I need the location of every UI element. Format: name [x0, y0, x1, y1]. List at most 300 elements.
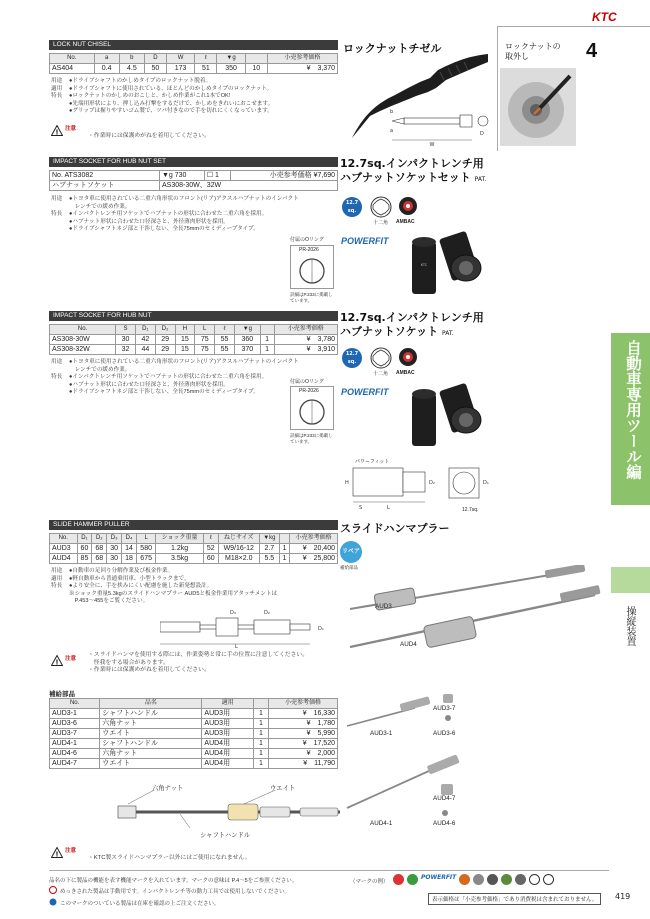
lock-chisel-row-cell: 0.4 [94, 64, 119, 74]
oring-number: PR-2026 [299, 247, 319, 253]
note-key: 適用 [51, 85, 63, 92]
parts-row-cell: 1 [254, 719, 269, 729]
parts-row-cell: 1 [254, 729, 269, 739]
hub-socket-header-cell: L [195, 325, 215, 335]
note-text: ●ドライブシャフトネジ部と干渉しない、全長75mmのセミディープタイプ。 [69, 226, 259, 233]
parts-row-cell: シャフトハンドル [100, 739, 202, 749]
oring-note: 詳細はP.233に掲載しています。 [290, 292, 333, 303]
parts-row-cell: 1 [254, 749, 269, 759]
note-text: ●ドライブシャフトに使用されている、ほとんどのかしめタイプのロックナット。 [69, 85, 273, 92]
hub-nut-socket-notes [51, 359, 299, 397]
mark-icon-8 [529, 874, 540, 885]
slide-hammer-row-cell: 14 [122, 544, 137, 554]
note-text: ●ドライブシャフトのかしめタイプのロックナット脱着。 [69, 78, 212, 84]
note-line [51, 374, 299, 382]
slide-hammer-row-cell: 30 [107, 544, 122, 554]
slide-hammer-row-cell: 2.7 [259, 544, 279, 554]
aud3-label: AUD3 [375, 603, 392, 610]
set-item: ハブナットソケット [50, 181, 160, 191]
parts-row-cell: AUD4-6 [50, 749, 100, 759]
sq-dimension-label: 12.7sq. [462, 507, 479, 513]
hub-socket-row-cell: 29 [155, 335, 175, 345]
svg-text:b: b [390, 109, 394, 115]
lock-chisel-row-cell: 51 [195, 64, 217, 74]
aud4-6-label: AUD4-6 [433, 820, 456, 827]
lock-chisel-header-cell: ▼g [217, 54, 246, 64]
note-key: 用途 [51, 359, 63, 365]
slide-hammer-header-cell: No. [50, 534, 78, 544]
mark-icon-3 [459, 874, 470, 885]
slide-hammer-row-cell: 3.5kg [156, 554, 204, 564]
hub-socket-row-cell: AS308-32W [50, 345, 116, 355]
parts-header-cell: 小売参考価格 [268, 699, 337, 709]
slide-hammer-header-cell: ショック重量 [156, 534, 204, 544]
hub-socket-row-cell: 42 [135, 335, 155, 345]
page-number: 419 [615, 892, 631, 901]
note-line [51, 196, 299, 204]
note-line [51, 78, 273, 86]
caution-label-3: 注意 [65, 848, 77, 854]
slide-hammer-row-cell: AUD3 [50, 544, 78, 554]
slide-hammer-header-cell: L [136, 534, 155, 544]
parts-row [50, 729, 338, 739]
sq-badge: 12.7 sq. [342, 197, 362, 217]
mark-icon-6 [501, 874, 512, 885]
hub-nut-socket-image [400, 372, 500, 452]
lock-chisel-header-cell: b [119, 54, 144, 64]
hub-nut-set-table [49, 170, 338, 191]
slide-hammer-parts-diagram [110, 790, 340, 830]
oring-label-2: 付属のOリング [290, 379, 324, 385]
hub-socket-row-cell: 15 [175, 345, 195, 355]
mark-example-label: （マークの例） [350, 879, 389, 885]
twelve-point-label-2: 十二角 [373, 371, 389, 377]
mark-icon-9 [543, 874, 554, 885]
note-text: ●トヨタ車に使用されている二重六角形状のフロント(リア)アクスルハブナットのインパクト [69, 359, 299, 365]
slide-hammer-row-cell: ¥ 20,400 [290, 544, 338, 554]
mark-icon-4 [473, 874, 484, 885]
hub-socket-header-cell: D₂ [155, 325, 175, 335]
note-text: ●トヨタ車に使用されている二重六角形状のフロント(リア)アクスルハブナットのインパクト [69, 196, 299, 202]
note-text: レンチでの緩め作業。 [69, 203, 131, 210]
parts-row-cell: ¥ 2,000 [268, 749, 337, 759]
hub-socket-row-cell: 32 [116, 345, 136, 355]
side-tab-main-text: 自動車専用ツール編 [624, 340, 642, 480]
aud4-1-label: AUD4-1 [370, 820, 393, 827]
svg-text:D₁: D₁ [318, 626, 324, 632]
oring-number-2: PR-2026 [299, 388, 319, 394]
svg-text:!: ! [55, 128, 59, 136]
caution-label-2: 注意 [65, 656, 77, 662]
hub-nut-socket-bar: IMPACT SOCKET FOR HUB NUT [49, 311, 338, 321]
slide-hammer-notes [51, 568, 277, 606]
parts-header-cell [254, 699, 269, 709]
slide-hammer-header-cell: 小売参考価格 [290, 534, 338, 544]
aud3-1-label: AUD3-1 [370, 730, 393, 737]
note-text: ●ハブナット形状に合わせた口径深さと、外径薄肉形状を採用。 [69, 381, 229, 388]
slide-hammer-row-cell: 60 [203, 554, 218, 564]
note-text: ●インパクトレンチ用ソケットでハブナットの形状に合わせた二重六角を採用。 [69, 374, 268, 381]
footer-line-1: 品名の下に製品の機能を表す機能マークを入れています。マークの意味は P.4～5をご参照ください。 [49, 878, 298, 884]
note-key [51, 591, 69, 599]
set-number: No. ATS3082 [50, 171, 160, 181]
parts-row [50, 709, 338, 719]
note-text: ●グリップは握りやすいゴム製で、ツバ付きなので手を切れにくくなっています。 [69, 108, 273, 115]
caution-line: 怪我をする場合があります。 [88, 659, 169, 666]
slide-hammer-header-cell: ねじサイズ [218, 534, 259, 544]
diagram-handle-label: シャフトハンドル [200, 832, 251, 839]
lock-chisel-header-cell [245, 54, 267, 64]
hub-nut-socket-title: 12.7sq.インパクトレンチ用 ハブナットソケット PAT. [340, 311, 484, 338]
note-key: 適用 [51, 575, 63, 582]
ambac-label-2: AMBAC [396, 370, 415, 376]
note-line [51, 211, 299, 219]
hub-socket-row-cell: 360 [234, 335, 260, 345]
parts-title: 補給部品 [49, 690, 75, 698]
note-text: ●ハブナット形状に合わせた口径深さと、外径薄肉形状を採用。 [69, 218, 229, 225]
aud4-7-label: AUD4-7 [433, 795, 456, 802]
repair-sub-label: 補給部品 [340, 565, 358, 570]
note-key: 用途 [51, 78, 63, 84]
parts-row-cell: AUD3用 [202, 719, 254, 729]
note-key [51, 598, 69, 606]
hub-nut-set-bar: IMPACT SOCKET FOR HUB NUT SET [49, 157, 338, 167]
hub-socket-header-cell: No. [50, 325, 116, 335]
aud3-7-label: AUD3-7 [433, 705, 456, 712]
chisel-dimension-diagram [390, 105, 490, 147]
side-caption-1: ロックナットの 取外し [505, 42, 561, 61]
svg-text:S: S [359, 505, 363, 511]
lock-nut-chisel-bar: LOCK NUT CHISEL [49, 40, 338, 50]
caution-text-3: ・KTC製スライドハンマプラー以外にはご使用になれません。 [88, 855, 251, 861]
step-number-4: 4 [586, 40, 598, 62]
slide-hammer-row-cell: 675 [136, 554, 155, 564]
aud4-label: AUD4 [400, 641, 417, 648]
slide-hammer-title: スライドハンマプラー [340, 522, 450, 535]
svg-text:W: W [429, 142, 435, 147]
diagram-nut-label: 六角ナット [152, 785, 184, 792]
footer-line-2: めっきされた製品は手動用です。インパクトレンチ等の動力工具では使用しないでください。 [60, 889, 290, 895]
note-text: ●自動車の足回り分解作業及び板金作業。 [69, 568, 174, 574]
slide-hammer-row-cell: 18 [122, 554, 137, 564]
parts-row-cell: ¥ 11,790 [268, 759, 337, 769]
plating-mark-icon [49, 886, 57, 894]
parts-row-cell: 六角ナット [100, 749, 202, 759]
note-key [51, 108, 69, 116]
hub-socket-header-cell: H [175, 325, 195, 335]
parts-row-cell: ウエイト [100, 729, 202, 739]
slide-hammer-row-cell: 30 [107, 554, 122, 564]
aud4-nut-image [440, 808, 450, 818]
note-key [51, 382, 69, 390]
powerfit-mark-icon: POWERFIT [421, 874, 457, 881]
svg-text:D₁: D₁ [483, 480, 489, 486]
hub-socket-row-cell: 1 [260, 335, 274, 345]
parts-row-cell: シャフトハンドル [100, 709, 202, 719]
lock-chisel-header-cell: W [166, 54, 195, 64]
svg-text:L: L [387, 505, 390, 511]
svg-text:KTC: KTC [420, 263, 428, 267]
sq-badge-2: 12.7 sq. [342, 348, 362, 368]
parts-row-cell: AUD3用 [202, 729, 254, 739]
ambac-icon [398, 196, 418, 216]
note-key [51, 101, 69, 109]
lock-chisel-header-cell: No. [50, 54, 95, 64]
note-text: ●先端用形状により、押し込み打撃をするだけで、かしめをきれいにおこせます。 [69, 100, 274, 107]
hub-socket-row-cell: 370 [234, 345, 260, 355]
lock-nut-chisel-notes [51, 78, 273, 116]
parts-row-cell: AUD3-1 [50, 709, 100, 719]
parts-header-cell: 品名 [100, 699, 202, 709]
caution-text: ・作業時には保護めがねを着用してください。 [88, 133, 210, 139]
caution-line: ・作業時には保護めがねを着用してください。 [88, 667, 210, 673]
parts-row-cell: AUD3用 [202, 709, 254, 719]
lock-nut-chisel-table [49, 53, 338, 74]
hub-socket-row-cell: 55 [215, 345, 235, 355]
hub-socket-header-cell: ℓ [215, 325, 235, 335]
warning-icon-3 [51, 847, 63, 858]
note-key: 特長 [51, 583, 63, 590]
repair-badge: リペア [340, 541, 362, 563]
slide-hammer-header-cell: ▼kg [259, 534, 279, 544]
note-line [51, 389, 299, 397]
lock-chisel-header-cell: a [94, 54, 119, 64]
note-line [51, 226, 299, 234]
parts-row [50, 749, 338, 759]
parts-row-cell: ¥ 17,520 [268, 739, 337, 749]
aud4-parts-image [345, 750, 475, 810]
parts-row-cell: AUD4用 [202, 739, 254, 749]
slide-hammer-table [49, 533, 338, 564]
note-text: ●ロックナットのかしめのおこしと、かしめ作業がこれ1本でOK! [69, 93, 231, 100]
slide-hammer-row-cell: 1.2kg [156, 544, 204, 554]
slide-hammer-row-cell: AUD4 [50, 554, 78, 564]
hub-nut-set-title: 12.7sq.インパクトレンチ用 ハブナットソケットセット PAT. [340, 157, 487, 184]
hub-socket-header-cell: 小売参考価格 [274, 325, 338, 335]
parts-row-cell: AUD4-1 [50, 739, 100, 749]
note-line [51, 568, 277, 576]
lock-chisel-header-cell: 小売参考価格 [267, 54, 337, 64]
tax-note-box: 表示価格は「小売参考価格」であり消費税は含まれておりません。 [428, 893, 601, 905]
slide-hammer-row-cell: 68 [92, 554, 107, 564]
set-weight: ▼g 730 [160, 171, 205, 181]
slide-hammer-row-cell: 580 [136, 544, 155, 554]
svg-text:D₃: D₃ [230, 610, 236, 616]
lock-chisel-row-cell: 10 [245, 64, 267, 74]
slide-hammer-row-cell: M18×2.0 [218, 554, 259, 564]
lock-chisel-header-cell: D [144, 54, 166, 64]
svg-text:!: ! [55, 850, 59, 858]
ktc-logo: KTC [592, 10, 617, 24]
hub-socket-row-cell: 30 [116, 335, 136, 345]
parts-header-cell: No. [50, 699, 100, 709]
hub-socket-row-cell: AS308-30W [50, 335, 116, 345]
svg-text:D₂: D₂ [429, 480, 435, 486]
aud3-6-label: AUD3-6 [433, 730, 456, 737]
slide-hammer-header-cell: D₄ [122, 534, 137, 544]
slide-hammer-row-cell: 1 [279, 554, 289, 564]
ambac-icon-2 [398, 347, 418, 367]
svg-text:a: a [390, 128, 394, 134]
footer-rule [49, 870, 609, 871]
hub-socket-row-cell: ¥ 3,780 [274, 335, 338, 345]
note-key [51, 389, 69, 397]
set-item-sizes: AS308-30W、32W [160, 181, 338, 191]
note-key: 特長 [51, 211, 63, 218]
slide-hammer-header-cell: D₃ [107, 534, 122, 544]
slide-hammer-header-cell: ℓ [203, 534, 218, 544]
note-line [51, 359, 299, 367]
parts-row-cell: 1 [254, 709, 269, 719]
side-tab-marker [611, 567, 650, 593]
slide-hammer-header-cell: D₁ [77, 534, 92, 544]
oring-label: 付属のOリング [290, 237, 324, 243]
slide-hammer-row-cell: 60 [77, 544, 92, 554]
note-key: 用途 [51, 196, 63, 202]
note-text: ※ショック重量5.3kgのスライドハンマプラー AUD5と板金作業用アタッチメントは [69, 590, 278, 597]
slide-hammer-row-cell: 1 [279, 544, 289, 554]
hub-socket-row-cell: 44 [135, 345, 155, 355]
note-text: P.453～455をご覧ください。 [69, 598, 149, 605]
parts-row-cell: ¥ 16,330 [268, 709, 337, 719]
oring-note-2: 詳細はP.233に掲載しています。 [290, 433, 333, 444]
parts-row [50, 719, 338, 729]
slide-hammer-row-cell: ¥ 25,800 [290, 554, 338, 564]
hub-nut-socket-set-image [400, 220, 500, 300]
hub-socket-row-cell: 1 [260, 345, 274, 355]
mark-icon-5 [487, 874, 498, 885]
hub-socket-header-cell: S [116, 325, 136, 335]
slide-hammer-row-cell: 85 [77, 554, 92, 564]
caution-line: ・スライドハンマを使用する際には、作業姿勢と常に手の位置に注意してください。 [88, 652, 308, 658]
lock-chisel-row-cell: 4.5 [119, 64, 144, 74]
slide-hammer-row-cell: W9/16-12 [218, 544, 259, 554]
parts-row-cell: 六角ナット [100, 719, 202, 729]
note-key [51, 219, 69, 227]
note-key: 特長 [51, 374, 63, 381]
hub-socket-row-cell: 29 [155, 345, 175, 355]
powerfit-label: パワーフィット [355, 459, 390, 465]
parts-row-cell: ¥ 1,780 [268, 719, 337, 729]
lock-chisel-row-cell: AS404 [50, 64, 95, 74]
note-text: ●インパクトレンチ用ソケットでハブナットの形状に合わせた二重六角を採用。 [69, 211, 268, 218]
hub-nut-socket-table [49, 324, 338, 355]
hub-socket-row-cell: 75 [195, 345, 215, 355]
slide-hammer-dimension-diagram [160, 606, 340, 648]
slide-hammer-row-cell: 68 [92, 544, 107, 554]
warning-icon [51, 125, 63, 136]
hub-socket-row-cell: 75 [195, 335, 215, 345]
parts-row-cell: ¥ 5,990 [268, 729, 337, 739]
mark-icon-2 [407, 874, 418, 885]
twelve-point-label: 十二角 [373, 220, 389, 226]
powerfit-logo-2: POWERFIT [341, 387, 389, 397]
svg-text:D: D [480, 131, 484, 137]
svg-text:H: H [345, 480, 349, 486]
footer-line-3: このマークのついている製品は在庫を確認の上ご注文ください。 [60, 901, 220, 907]
parts-table [49, 698, 338, 769]
set-qty: ☐ 1 [204, 171, 230, 181]
note-text: ●ドライブシャフトネジ部と干渉しない、全長75mmのセミディープタイプ。 [69, 389, 259, 396]
parts-row [50, 759, 338, 769]
parts-row-cell: AUD3-7 [50, 729, 100, 739]
note-key: 用途 [51, 568, 63, 574]
svg-text:D₂: D₂ [264, 610, 270, 616]
header-rule [497, 26, 650, 27]
lock-chisel-row-cell: 350 [217, 64, 246, 74]
parts-row-cell: AUD4用 [202, 749, 254, 759]
caution-label: 注意 [65, 126, 77, 132]
parts-row-cell: AUD3-6 [50, 719, 100, 729]
hub-socket-header-cell: ▼g [234, 325, 260, 335]
mark-icon-7 [515, 874, 526, 885]
parts-row-cell: 1 [254, 759, 269, 769]
note-text: ●より安全に、手を挟みにくい配慮を施した新発想設計。 [69, 583, 213, 590]
mark-icon-1 [393, 874, 404, 885]
hub-socket-row-cell: ¥ 3,910 [274, 345, 338, 355]
hub-socket-header-cell: D₁ [135, 325, 155, 335]
hub-socket-row-cell: 55 [215, 335, 235, 345]
lock-chisel-row-cell: ¥ 3,370 [267, 64, 337, 74]
oring-icon-2 [297, 397, 327, 427]
slide-hammer-row-cell: 5.5 [259, 554, 279, 564]
warning-icon-2 [51, 655, 63, 666]
parts-row-cell: ウエイト [100, 759, 202, 769]
note-line [51, 583, 277, 591]
powerfit-logo: POWERFIT [341, 236, 389, 246]
parts-row-cell: 1 [254, 739, 269, 749]
twelve-point-icon-2 [370, 347, 392, 369]
oring-icon [297, 256, 327, 286]
aud3-parts-image [345, 690, 475, 730]
slide-hammer-header-cell [279, 534, 289, 544]
parts-row-cell: AUD4-7 [50, 759, 100, 769]
section-divider [497, 26, 498, 151]
hub-nut-set-notes [51, 196, 299, 234]
svg-text:!: ! [55, 658, 59, 666]
parts-row-cell: AUD4用 [202, 759, 254, 769]
lock-chisel-row-cell: 173 [166, 64, 195, 74]
svg-text:L: L [235, 644, 238, 648]
parts-row [50, 739, 338, 749]
mark-icons-row [393, 874, 554, 885]
parts-header-cell: 適用 [202, 699, 254, 709]
lock-chisel-row-cell: 50 [144, 64, 166, 74]
lock-nut-chisel-title: ロックナットチゼル [343, 42, 442, 55]
side-tab-sub-text: 操縦装置 [624, 606, 635, 646]
slide-hammer-image [345, 565, 605, 660]
hub-socket-header-cell [260, 325, 274, 335]
note-key [51, 226, 69, 234]
twelve-point-icon [370, 196, 392, 218]
ambac-label: AMBAC [396, 219, 415, 225]
note-line [51, 108, 273, 116]
set-price: 小売参考価格 ¥7,690 [230, 171, 337, 181]
slide-hammer-header-cell: D₂ [92, 534, 107, 544]
slide-hammer-bar: SLIDE HAMMER PULLER [49, 520, 338, 530]
slide-hammer-row-cell: 52 [203, 544, 218, 554]
stock-mark-icon [49, 898, 57, 906]
caution-text-2 [88, 652, 308, 675]
note-text: レンチでの緩め作業。 [69, 366, 131, 373]
note-key: 特長 [51, 93, 63, 100]
note-text: ●軽自動車から普通乗用車、小型トラックまで。 [69, 575, 190, 582]
lock-nut-removal-photo [500, 68, 576, 146]
hub-socket-row-cell: 15 [175, 335, 195, 345]
note-line [51, 93, 273, 101]
diagram-weight-label: ウエイト [270, 785, 296, 792]
note-line [51, 598, 277, 606]
